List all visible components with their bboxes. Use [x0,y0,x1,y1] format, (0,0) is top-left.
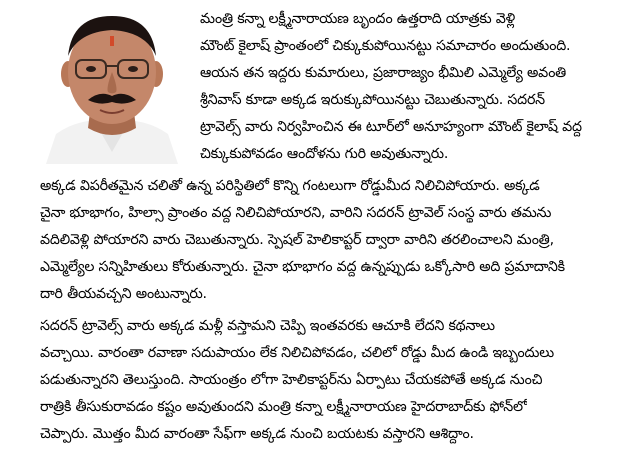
article-line: మౌంట్ కైలాష్ ప్రాంతంలో చిక్కుకుపోయినట్టు సమాచారం అందుతుంది. [200,38,571,54]
article-line: చెప్పారు. మొత్తం మీద వారంతా సేఫ్‌గా అక్కడ నుంచి బయటకు వస్తారని ఆశిద్దాం. [40,426,474,442]
article-line: ఆయన తన ఇద్దరు కుమారులు, ప్రజారాజ్యం భీమిలి ఎమ్మెల్యే అవంతి [200,65,567,81]
portrait-photo [38,6,186,164]
article-line: చిక్కుకుపోవడం ఆందోళను గురి అవుతున్నారు. [200,146,449,162]
article-line: దారి తీయవచ్చని అంటున్నారు. [40,286,207,302]
article-line: సదరన్ ట్రావెల్స్ వారు అక్కడ మళ్లీ వస్తామని చెప్పి ఇంతవరకు ఆచూకి లేదని కథనాలు [40,318,495,334]
article-line: ట్రావెల్స్ వారు నిర్వహించిన ఈ టూర్‌లో అనూహ్యంగా మౌంట్ కైలాష్ వద్ద [200,119,582,135]
article-line: రాత్రికి తీసుకురావడం కష్టం అవుతుందని మంత్రి కన్నా లక్ష్మీనారాయణ హైదరాబాద్‌కు ఫోన్‌లో [40,399,528,415]
article-line: వచ్చాయి. వారంతా రవాణా సదుపాయం లేక నిలిచిపోవడం, చలిలో రోడ్డు మీద ఉండి ఇబ్బందులు [40,345,554,361]
article-line: మంత్రి కన్నా లక్ష్మీనారాయణ బృందం ఉత్తరాది యాత్రకు వెళ్లి [200,11,516,27]
article-line: వదిలివెళ్లి పోయారని వారు చెబుతున్నారు. స్పెషల్ హెలికాప్టర్ ద్వారా వారిని తరలించాలని మంత్రి, [40,232,554,248]
article-line: చైనా భూభాగం, హిల్సా ప్రాంతం వద్ద నిలిచిపోయారని, వారిని సదరన్ ట్రావెల్ సంస్థ వారు తమను [40,205,552,221]
article-line: ఎమ్మెల్యేల సన్నిహితులు కోరుతున్నారు. చైనా భూభాగం వద్ద ఉన్నప్పుడు ఒక్కోసారి అది ప్రమాదానికి [40,259,565,275]
article-line: శ్రీనివాస్ కూడా అక్కడ ఇరుక్కుపోయినట్టు చెబుతున్నారు. సదరన్ [200,92,545,108]
article-line: అక్కడ విపరీతమైన చలితో ఉన్న పరిస్థితిలో కొన్ని గంటలుగా రోడ్డుమీద నిలిచిపోయారు. అక్కడ [40,178,540,194]
article-line: పడుతున్నారని తెలుస్తుంది. సాయంత్రం లోగా హెలికాప్టర్‌ను ఏర్పాటు చేయకపోతే అక్కడ నుంచి [40,372,543,388]
